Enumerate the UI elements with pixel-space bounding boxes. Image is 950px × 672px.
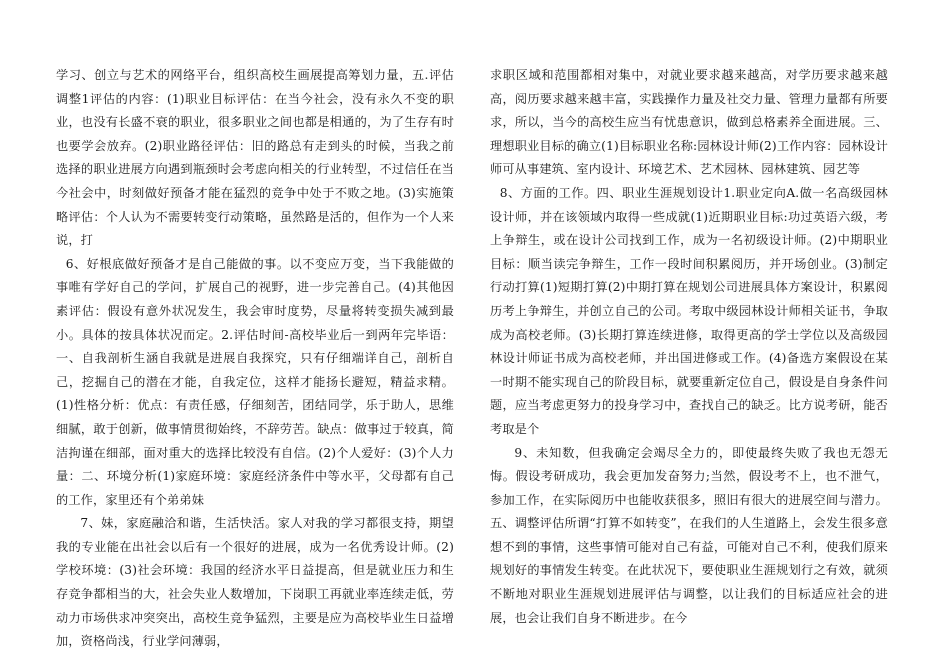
paragraph-right-3: 9、未知数，但我确定会竭尽全力的，即使最终失败了我也无怨无悔。假设考研成功，我会更加发奋努力;当然，假设考不上，也不泄气，参加工作，在实际阅历中也能收获很多，照旧有很大的进展空间与潜力。五、调整评估所谓“打算不如转变”，在我们的人生道路上，会发生很多意想不到的事情，这些事情可能对自己有益，可能对自己不利，使我们原来规划好的事情发生转变。在此状况下，要使职业生涯规划行之有效，就须不断地对职业生涯规划进展评估与调整，以让我们的目标适应社会的进展，也会让我们自身不断进步。在今 [490, 445, 888, 625]
paragraph-right-1: 求职区域和范围都相对集中，对就业要求越来越高，对学历要求越来越高，阅历要求越来越丰富，实践操作力量及社交力量、管理力量都有所要求，所以，当今的高校生应当有忧患意识，做到总格素养全面进展。三、理想职业目标的确立(1)目标职业名称:园林设计师(2)工作内容：园林设计师可从事建筑、室内设计、环境艺术、艺术园林、园林建筑、园艺等 [490, 68, 888, 177]
left-column [56, 64, 454, 654]
paragraph-left-1: 学习、创立与艺术的网络平台，组织高校生画展提高筹划力量，五.评估调整1评估的内容：(1)职业目标评估：在当今社会，没有永久不变的职业，也没有长盛不衰的职业，很多职业之间也都是相通的，为了生存有时也要学会放弃。(2)职业路径评估：旧的路总有走到头的时候，当我之前选择的职业进展方向遇到瓶颈时会考虑向相关的行业转型，不过信任在当今社会中，时刻做好预备才能在猛烈的竞争中处于不败之地。(3)实施策略评估：个人认为不需要转变行动策略，虽然路是活的，但作为一个人来说，打 [56, 68, 454, 248]
paragraph-right-2: 8、方面的工作。四、职业生涯规划设计1.职业定向A.做一名高级园林设计师，并在该领域内取得一些成就(1)近期职业目标:功过英语六级，考上争辩生，或在设计公司找到工作，成为一名初级设计师。(2)中期职业目标：顺当读完争辩生，工作一段时间积累阅历，并开场创业。(3)制定行动打算(1)短期打算(2)中期打算在规划公司进展具体方案设计，积累阅历考上争辩生，并创立自己的公司。考取中级园林设计师相关证书，争取成为高校老师。(3)长期打算连续进修，取得更高的学士学位以及高级园林设计师证书成为高校老师，并出国进修或工作。(4)备选方案假设在某一时期不能实现自己的阶段目标，就要重新定位自己，假设是自身条件问题，应当考虑更努力的投身学习中，查找自己的缺乏。比方说考研，能否考取是个 [490, 185, 888, 436]
paragraph-left-2: 6、好根底做好预备才是自己能做的事。以不变应万变，当下我能做的事唯有学好自己的学问，扩展自己的视野，进一步完善自己。(4)其他因素评估：假设有意外状况发生，我会审时度势，尽量将转变损失减到最小。具体的按具体状况而定。2.评估时间-高校毕业后一到两年完毕语：一、自我剖析生涵自我就是进展自我探究，只有仔细端详自己，剖析自己，挖掘自己的潜在才能，自我定位，这样才能扬长避短，精益求精。(1)性格分析：优点：有责任感，仔细刻苦，团结同学，乐于助人，思维细腻，敢于创新，做事情贯彻始终，不辞劳苦。缺点：做事过于较真，简洁拘谨在细部，面对重大的选择比较没有自信。(2)个人爱好：(3)个人力量：二、环境分析(1)家庭环境：家庭经济条件中等水平，父母都有自己的工作，家里还有个弟弟妹 [56, 256, 454, 507]
right-column [490, 64, 888, 630]
paragraph-left-3: 7、妹，家庭融洽和谐，生活快活。家人对我的学习都很支持，期望我的专业能在出社会以后有一个很好的进展，成为一名优秀设计师。(2)学校环境：(3)社会环境：我国的经济水平日益提高，但是就业压力和生存竞争都相当的大，社会失业人数增加，下岗职工再就业率连续走低，劳动力市场供求冲突突出，高校生竞争猛烈，主要是应为高校毕业生日益增加，资格尚浅，行业学问薄弱， [56, 516, 454, 649]
